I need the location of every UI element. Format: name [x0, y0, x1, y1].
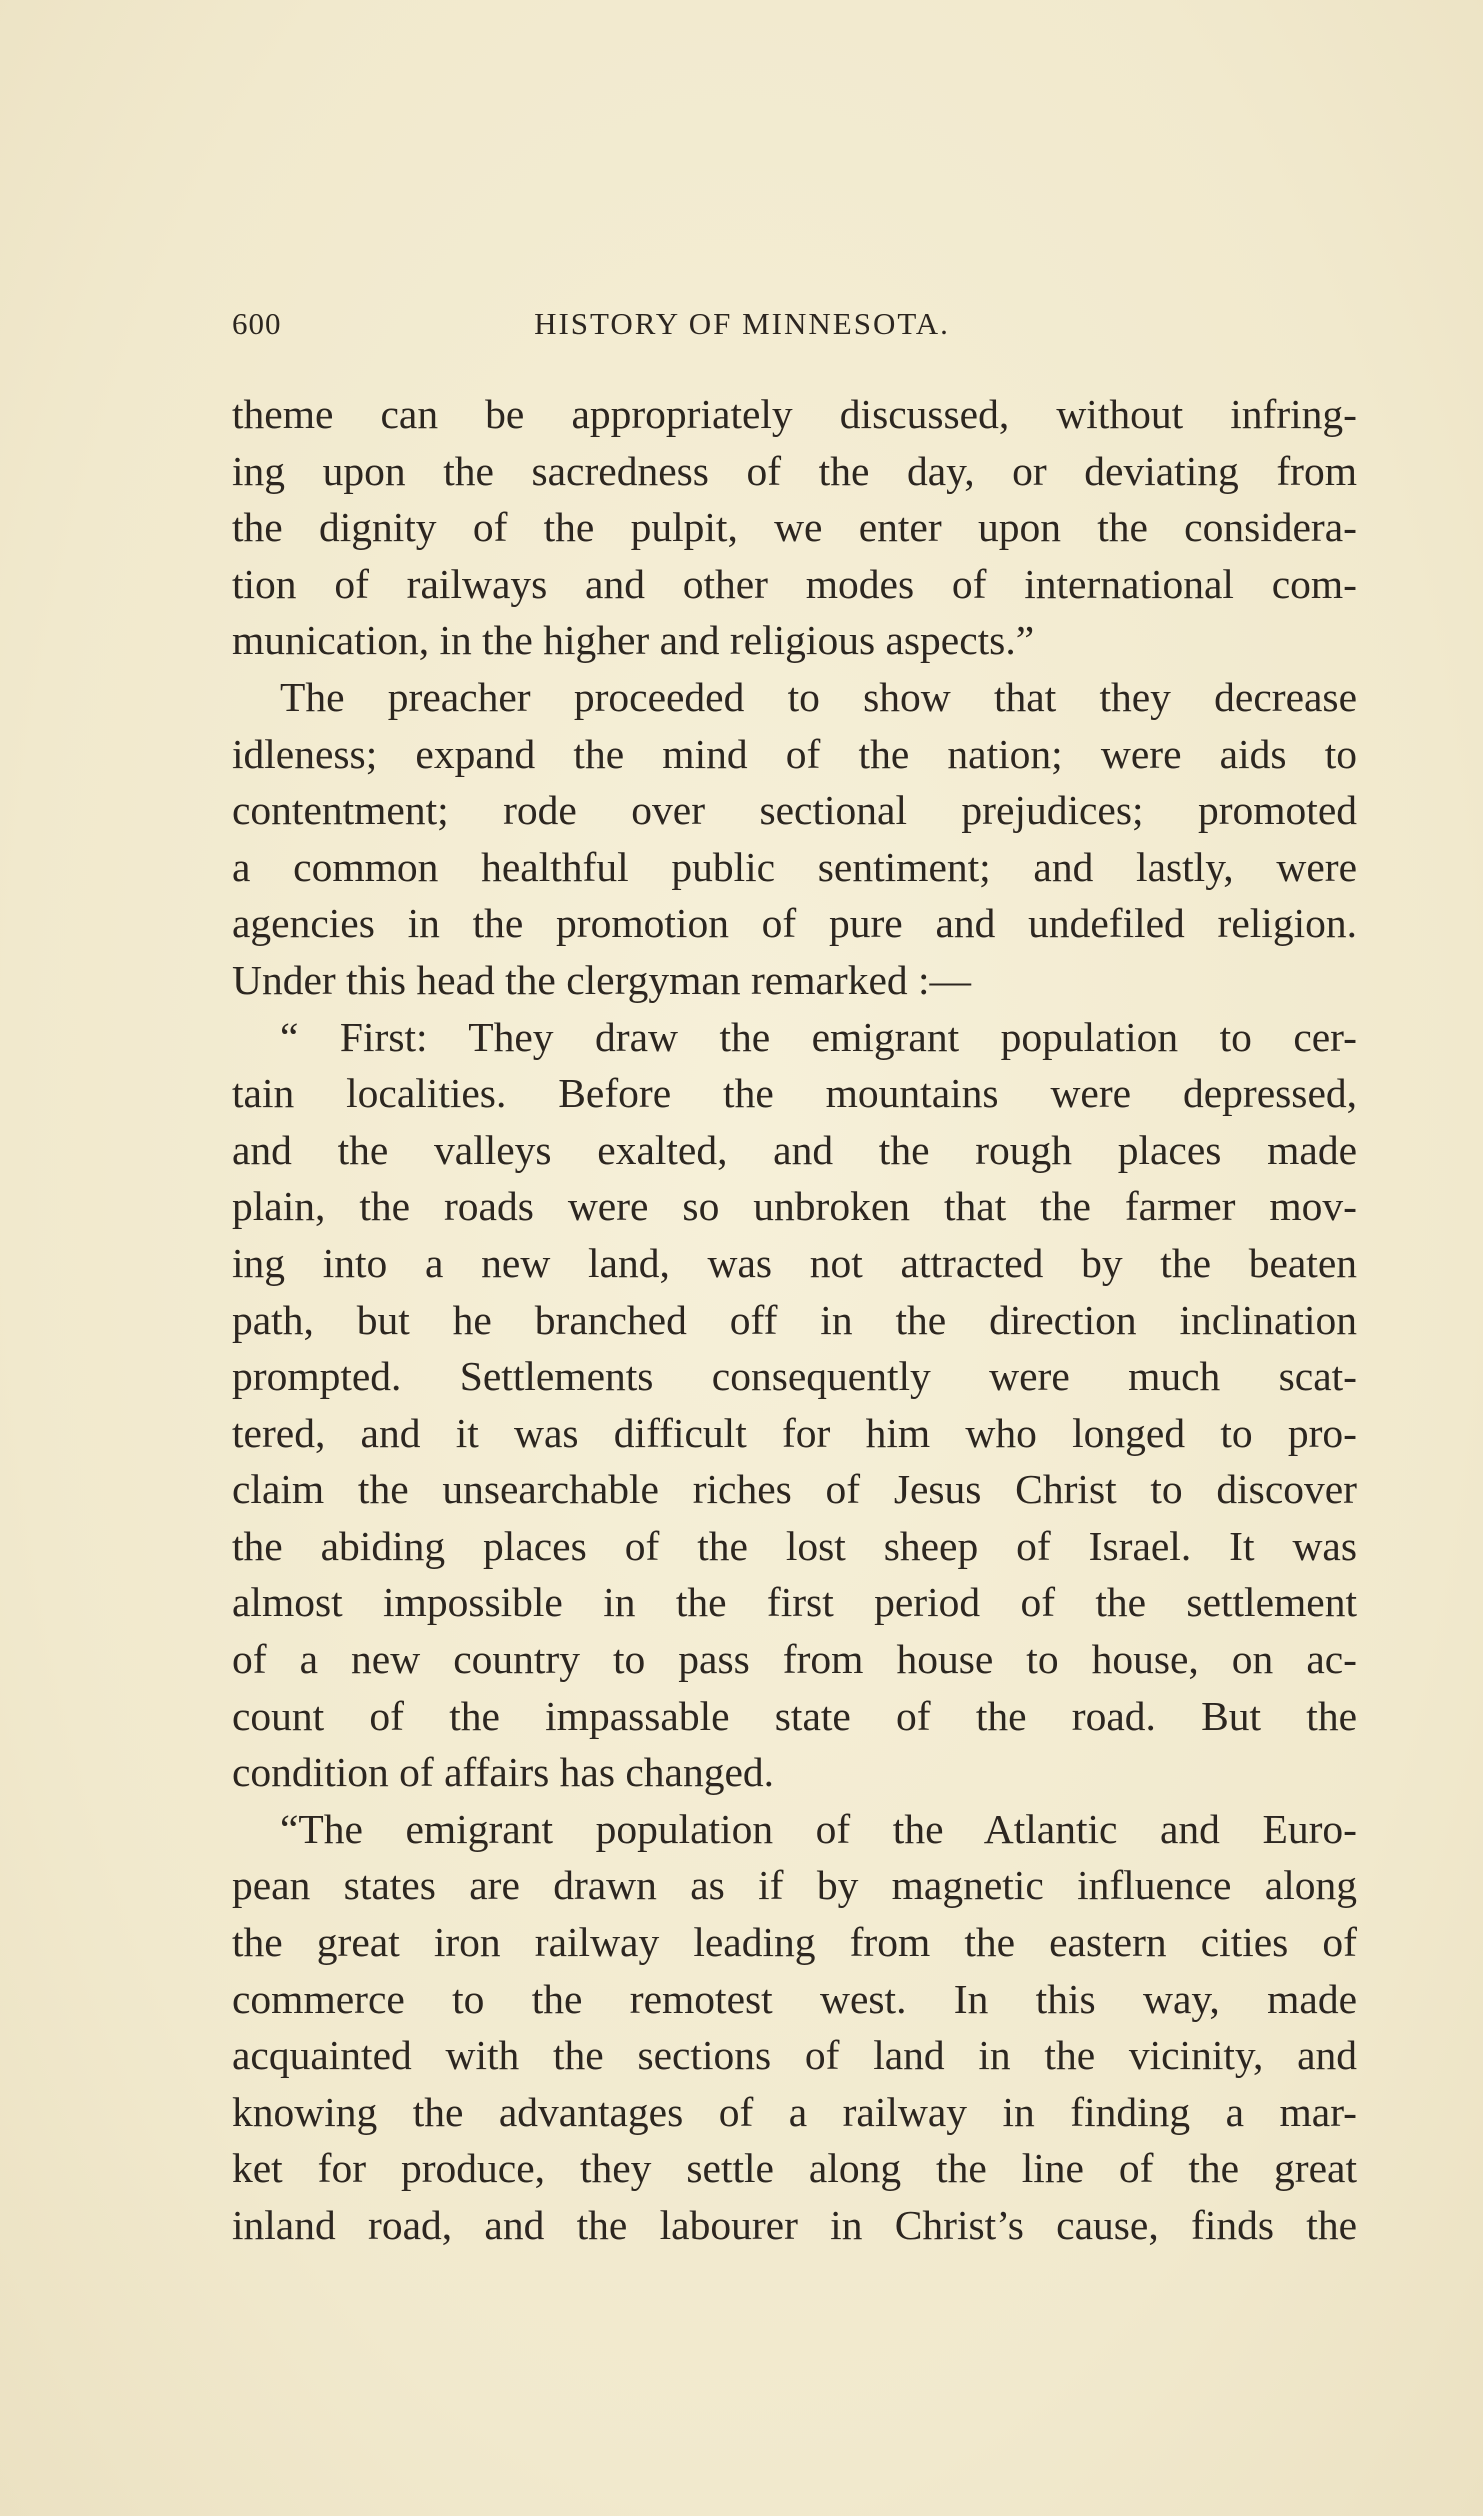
text-line: tain localities. Before the mountains were depressed,	[232, 1070, 1357, 1117]
text-line: ket for produce, they settle along the line of the great	[232, 2145, 1357, 2192]
text-line: the dignity of the pulpit, we enter upon the considera-	[232, 504, 1357, 551]
text-line: ing upon the sacredness of the day, or deviating from	[232, 447, 1357, 494]
page-number: 600	[232, 306, 282, 341]
text-line: acquainted with the sections of land in the vicinity, and	[232, 2032, 1357, 2079]
page-header	[232, 306, 1252, 354]
text-line: almost impossible in the first period of the settlement	[232, 1579, 1357, 1626]
text-line: of a new country to pass from house to house, on ac-	[232, 1636, 1357, 1683]
text-line: prompted. Settlements consequently were much scat-	[232, 1353, 1357, 1400]
text-line: The preacher proceeded to show that they decrease	[280, 673, 1357, 720]
text-line: inland road, and the labourer in Christ’s cause, finds the	[232, 2202, 1357, 2248]
text-line: Under this head the clergyman remarked :—	[232, 956, 972, 1003]
text-line: “ First: They draw the emigrant population to cer-	[280, 1013, 1357, 1060]
text-line: and the valleys exalted, and the rough places made	[232, 1126, 1357, 1173]
text-line: “The emigrant population of the Atlantic and Euro-	[280, 1805, 1357, 1852]
text-line: count of the impassable state of the road. But the	[232, 1692, 1357, 1739]
running-title: HISTORY OF MINNESOTA.	[534, 306, 950, 341]
text-line: contentment; rode over sectional prejudices; promoted	[232, 787, 1357, 834]
text-line: munication, in the higher and religious aspects.”	[232, 617, 1035, 664]
text-line: a common healthful public sentiment; and lastly, were	[232, 843, 1357, 890]
text-line: path, but he branched off in the direction inclination	[232, 1296, 1357, 1343]
text-line: knowing the advantages of a railway in finding a mar-	[232, 2088, 1357, 2135]
text-line: agencies in the promotion of pure and undefiled religion.	[232, 900, 1357, 947]
body-text	[232, 386, 1357, 2254]
text-line: the abiding places of the lost sheep of Israel. It was	[232, 1522, 1357, 1569]
text-line: the great iron railway leading from the eastern cities of	[232, 1919, 1357, 1966]
text-line: idleness; expand the mind of the nation; were aids to	[232, 730, 1357, 777]
text-line: commerce to the remotest west. In this way, made	[232, 1975, 1357, 2022]
text-line: tion of railways and other modes of international com-	[232, 560, 1357, 607]
text-line: pean states are drawn as if by magnetic influence along	[232, 1862, 1357, 1909]
text-line: theme can be appropriately discussed, without infring-	[232, 391, 1357, 437]
text-line: claim the unsearchable riches of Jesus Christ to discover	[232, 1466, 1357, 1513]
text-line: ing into a new land, was not attracted by the beaten	[232, 1239, 1357, 1286]
text-line: plain, the roads were so unbroken that the farmer mov-	[232, 1183, 1357, 1230]
text-line: condition of affairs has changed.	[232, 1749, 775, 1796]
text-line: tered, and it was difficult for him who longed to pro-	[232, 1409, 1357, 1456]
